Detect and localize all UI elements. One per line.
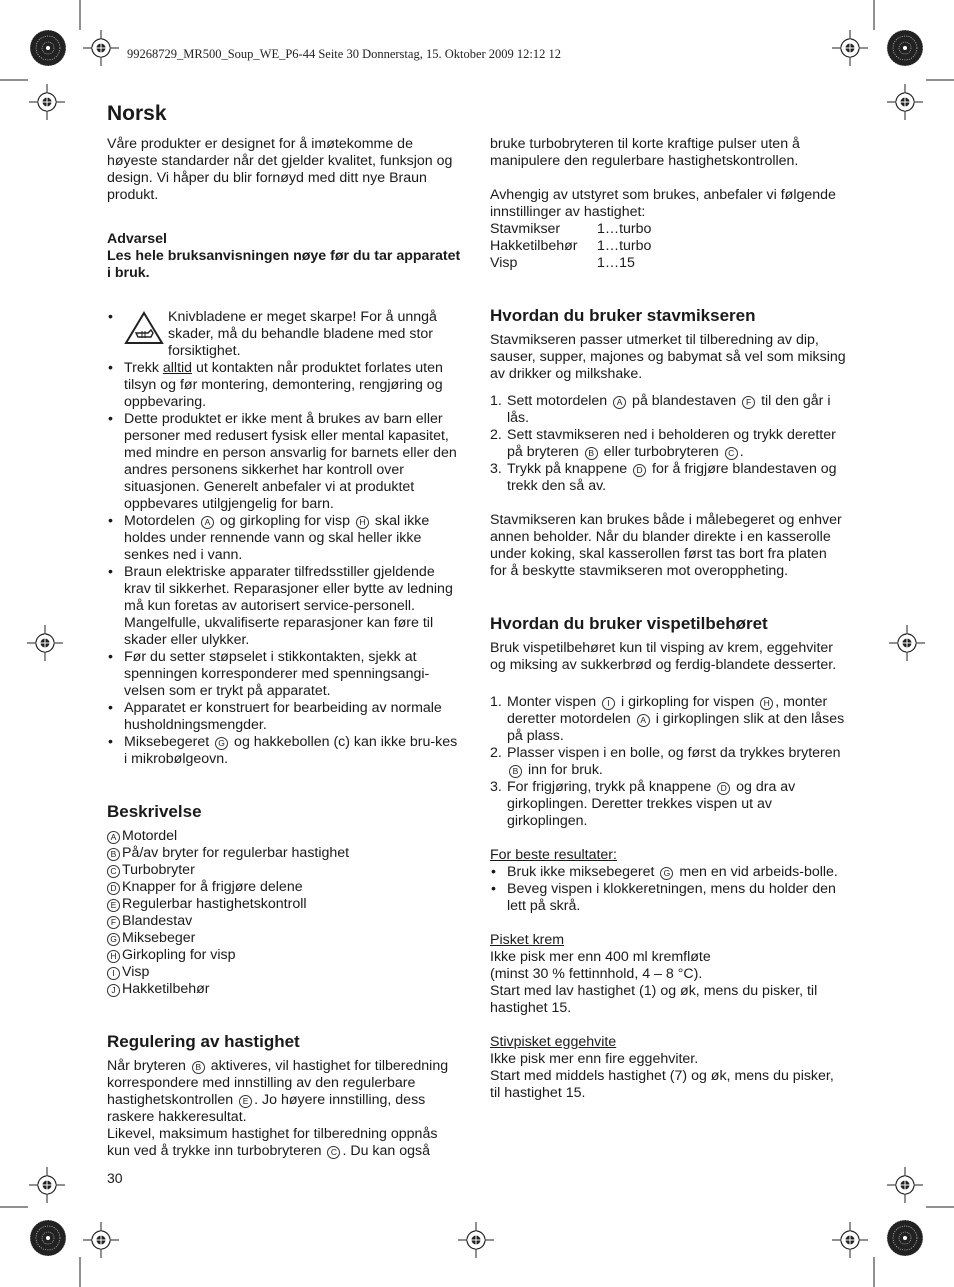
description-item: A Motordel — [107, 828, 463, 845]
part-marker: B — [585, 447, 598, 460]
cream-line: Ikke pisk mer enn 400 ml kremfløte — [490, 949, 711, 965]
part-marker: I — [107, 967, 120, 980]
warning-item: • Motordelen A og girkopling for visp H skal ikke holdes under rennende vann og skal heller ikke senkes ned i vann. — [107, 513, 463, 564]
part-marker: B — [192, 1061, 205, 1074]
part-marker: A — [613, 396, 626, 409]
section-heading-whisk: Hvordan du bruker vispetilbehøret — [490, 614, 768, 633]
speed-settings-table — [490, 221, 846, 272]
part-marker: A — [201, 516, 214, 529]
part-marker: J — [107, 984, 120, 997]
part-marker: H — [107, 950, 120, 963]
best-results-heading: For beste resultater: — [490, 847, 617, 863]
part-marker: D — [107, 882, 120, 895]
description-item: F Blandestav — [107, 913, 463, 930]
part-marker: G — [215, 737, 228, 750]
warning-text: • Knivbladene er meget skarpe! For å unngå skader, må du behandle bladene med stor forsiktighet. — [168, 309, 437, 359]
part-marker: D — [633, 464, 646, 477]
part-marker: A — [637, 714, 650, 727]
blender-step: 3. Trykk på knappene D for å frigjøre blandestaven og trekk den så av. — [490, 461, 837, 494]
warning-item: • Trekk alltid ut kontakten når produktet forlates uten tilsyn og før montering, demontering, rengjøring og oppbevaring. — [107, 360, 463, 411]
settings-range: 1…turbo — [597, 221, 652, 237]
section-heading-blender: Hvordan du bruker stavmikseren — [490, 306, 756, 325]
whisk-intro: Bruk vispetilbehøret kun til visping av krem, eggehviter og miksing av sukkerbrød og ferdig-blandete desserter. — [490, 640, 837, 673]
egg-line: Ikke pisk mer enn fire eggehviter. — [490, 1051, 699, 1067]
settings-range: 1…turbo — [597, 238, 652, 254]
part-marker: B — [509, 765, 522, 778]
part-marker: D — [717, 782, 730, 795]
part-marker: C — [107, 865, 120, 878]
section-heading-speed: Regulering av hastighet — [107, 1032, 300, 1051]
description-item: H Girkopling for visp — [107, 947, 463, 964]
settings-intro: Avhengig av utstyret som brukes, anbefaler vi følgende innstillinger av hastighet: — [490, 187, 836, 220]
warning-list — [107, 309, 463, 768]
settings-range: 1…15 — [597, 255, 635, 271]
whisk-step: 1. Monter vispen I i girkopling for vispen H , monter deretter motordelen A i girkoplingen slik at den låses på plass. — [490, 694, 845, 744]
description-item: D Knapper for å frigjøre delene — [107, 879, 463, 896]
cream-line: (minst 30 % fettinnhold, 4 – 8 °C). — [490, 966, 703, 982]
cream-heading: Pisket krem — [490, 932, 565, 948]
warning-subheading: Les hele bruksanvisningen nøye før du tar apparatet i bruk. — [107, 248, 461, 281]
part-marker: C — [327, 1146, 340, 1159]
part-marker: F — [107, 916, 120, 929]
settings-device: Hakketilbehør — [490, 238, 578, 254]
part-marker: H — [356, 516, 369, 529]
best-results-item: • Beveg vispen i klokkeretningen, mens du holder den lett på skrå. — [490, 881, 846, 915]
description-item: E Regulerbar hastighetskontroll — [107, 896, 463, 913]
egg-line: Start med middels hastighet (7) og øk, mens du pisker, til hastighet 15. — [490, 1068, 834, 1101]
warning-item: • Apparatet er konstruert for bearbeiding av normale husholdningsmengder. — [107, 700, 463, 734]
blender-note: Stavmikseren kan brukes både i målebegeret og enhver annen beholder. Når du blander direkte i en kasserolle under koking, skal kasserollen først tas bort fra platen for å beskytte stavmikseren mot overoppheting. — [490, 512, 842, 579]
part-marker: G — [660, 867, 673, 880]
description-item: C Turbobryter — [107, 862, 463, 879]
blender-step: 1. Sett motordelen A på blandestaven F til den går i lås. — [490, 393, 831, 426]
warning-item: • Dette produktet er ikke ment å brukes av barn eller personer med redusert fysisk eller mental kapasitet, med mindre en person ansvarlig for barnets eller den andres personens sikkerhet har kontroll over situasjonen. Generelt anbefaler vi at produktet oppbevares utilgjengelig for barn. — [107, 411, 463, 513]
part-marker: B — [107, 848, 120, 861]
warning-item — [107, 309, 463, 360]
sharp-blade-warning-icon — [124, 309, 168, 360]
section-heading-description: Beskrivelse — [107, 802, 202, 821]
part-marker: G — [107, 933, 120, 946]
best-results-list — [490, 864, 846, 915]
print-header: 99268729_MR500_Soup_WE_P6-44 Seite 30 Donnerstag, 15. Oktober 2009 12:12 12 — [127, 47, 562, 61]
best-results-item: • Bruk ikke miksebegeret G men en vid arbeids-bolle. — [490, 864, 846, 881]
right-column — [490, 136, 846, 1102]
description-item: B På/av bryter for regulerbar hastighet — [107, 845, 463, 862]
blender-step: 2. Sett stavmikseren ned i beholderen og trykk deretter på bryteren B eller turbobryteren C . — [490, 427, 836, 460]
part-marker: A — [107, 831, 120, 844]
egg-heading: Stivpisket eggehvite — [490, 1034, 617, 1050]
whisk-steps — [490, 694, 846, 830]
part-marker: C — [725, 447, 738, 460]
warning-item: • Braun elektriske apparater tilfredsstiller gjeldende krav til sikkerhet. Reparasjoner eller bytte av ledning må kun foretas av autorisert service-personell. Mangelfulle, ukvalifiserte reparasjoner kan føre til skader eller ulykker. — [107, 564, 463, 649]
description-item: I Visp — [107, 964, 463, 981]
part-marker: H — [760, 697, 773, 710]
whisk-step: 3. For frigjøring, trykk på knappene D og dra av girkoplingen. Deretter trekkes vispen ut av girkoplingen. — [490, 779, 796, 829]
settings-device: Visp — [490, 255, 518, 271]
page-number: 30 — [107, 1170, 123, 1186]
speed-paragraph-continued: bruke turbobryteren til korte kraftige pulser uten å manipulere den regulerbare hastighetskontrollen. — [490, 136, 800, 169]
intro-paragraph: Våre produkter er designet for å imøtekomme de høyeste standarder når det gjelder kvalitet, funksjon og design. Vi håper du blir fornøyd med ditt nye Braun produkt. — [107, 136, 453, 203]
description-item: J Hakketilbehør — [107, 981, 463, 998]
underlined-word: alltid — [162, 360, 193, 376]
left-column — [107, 100, 463, 1160]
speed-paragraph: Når bryteren B aktiveres, vil hastighet for tilberedning korrespondere med innstilling av den regulerbare hastighetskontrollen E . Jo høyere innstilling, dess raskere hakkeresultat. — [107, 1058, 449, 1125]
whisk-step: 2. Plasser vispen i en bolle, og først da trykkes bryteren B inn for bruk. — [490, 745, 841, 778]
part-marker: I — [602, 697, 615, 710]
page-title: Norsk — [107, 102, 167, 125]
blender-steps — [490, 393, 846, 495]
speed-paragraph: Likevel, maksimum hastighet for tilberedning oppnås kun ved å trykke inn turbobryteren C . Du kan også — [107, 1126, 438, 1159]
cream-line: Start med lav hastighet (1) og øk, mens du pisker, til hastighet 15. — [490, 983, 818, 1016]
description-item: G Miksebeger — [107, 930, 463, 947]
settings-device: Stavmikser — [490, 221, 561, 237]
blender-intro: Stavmikseren passer utmerket til tilberedning av dip, sauser, supper, majones og babymat så vel som miksing av drikker og milkshake. — [490, 332, 846, 382]
part-marker: E — [239, 1095, 252, 1108]
warning-item: • Før du setter støpselet i stikkontakten, sjekk at spenningen korresponderer med spenningsangi-velsen som er trykt på apparatet. — [107, 649, 463, 700]
description-list — [107, 828, 463, 998]
part-marker: E — [107, 899, 120, 912]
warning-item: • Miksebegeret G og hakkebollen (c) kan ikke bru-kes i mikrobølgeovn. — [107, 734, 463, 768]
warning-heading: Advarsel — [107, 231, 167, 247]
part-marker: F — [742, 396, 755, 409]
